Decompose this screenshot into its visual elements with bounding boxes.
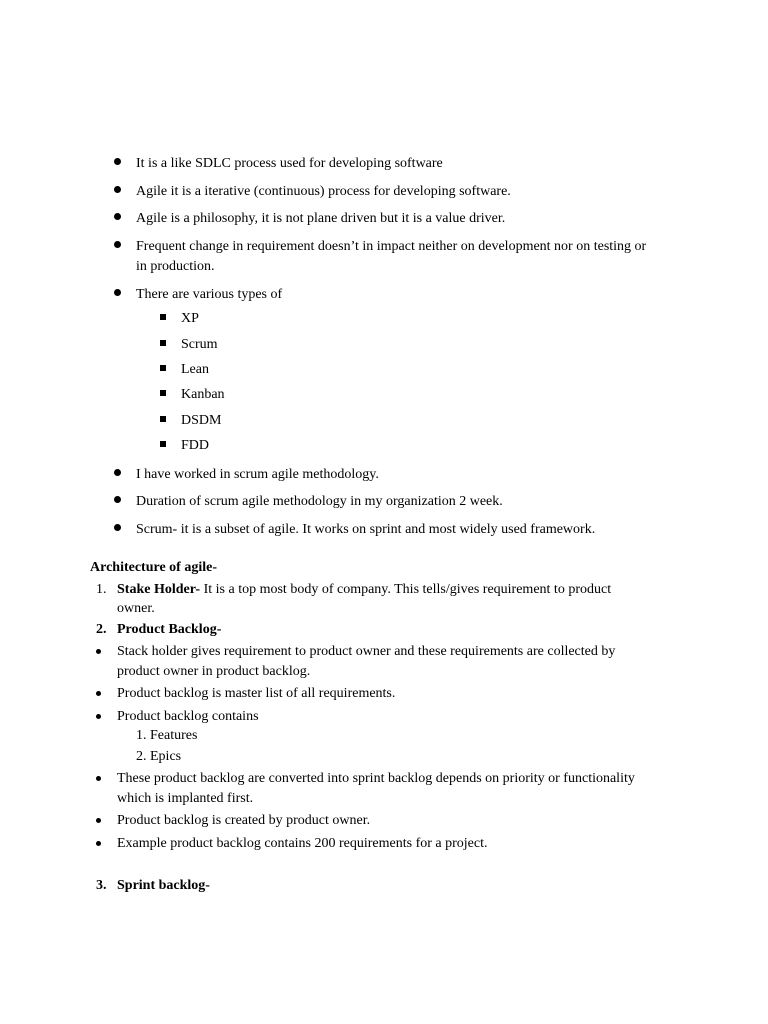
bullet-text: Agile is a philosophy, it is not plane driven but it is a value driver. xyxy=(136,211,506,226)
bullet-text: Product backlog contains xyxy=(117,709,259,724)
bullet-text: Product backlog is master list of all requirements. xyxy=(117,686,396,701)
square-bullet-icon xyxy=(160,365,166,371)
bullet-icon xyxy=(114,496,121,503)
sprint-backlog-title: Sprint backlog- xyxy=(117,878,210,893)
bullet-icon xyxy=(114,469,121,476)
type-item: Kanban xyxy=(181,387,225,402)
bullet-text: Scrum- it is a subset of agile. It works on sprint and most widely used framework. xyxy=(136,522,596,537)
type-item: Lean xyxy=(181,362,209,377)
bullet-text: Example product backlog contains 200 requirements for a project. xyxy=(117,836,488,851)
bullet-icon xyxy=(114,524,121,531)
bullet-icon xyxy=(96,691,101,696)
bullet-icon xyxy=(114,241,121,248)
square-bullet-icon xyxy=(160,340,166,346)
stake-holder-title: Stake Holder- xyxy=(117,582,201,597)
type-item: FDD xyxy=(181,438,210,453)
stake-holder-text-continued: owner. xyxy=(117,601,155,616)
bullet-text-continued: product owner in product backlog. xyxy=(117,664,311,679)
bullet-text: Product backlog is created by product owner. xyxy=(117,813,371,828)
bullet-icon xyxy=(96,714,101,719)
list-number: 2. xyxy=(96,622,107,637)
bullet-icon xyxy=(96,841,101,846)
contains-item: 2. Epics xyxy=(136,749,182,764)
stake-holder-item xyxy=(117,580,611,600)
bullet-text: Agile it is a iterative (continuous) process for developing software. xyxy=(136,184,511,199)
square-bullet-icon xyxy=(160,441,166,447)
bullet-icon xyxy=(114,158,121,165)
square-bullet-icon xyxy=(160,390,166,396)
bullet-text: Frequent change in requirement doesn’t in impact neither on development nor on testing or xyxy=(136,239,647,254)
bullet-text-continued: in production. xyxy=(136,259,215,274)
bullet-text: I have worked in scrum agile methodology. xyxy=(136,467,379,482)
bullet-icon xyxy=(114,186,121,193)
bullet-text: These product backlog are converted into sprint backlog depends on priority or functionality xyxy=(117,771,635,786)
bullet-icon xyxy=(114,289,121,296)
square-bullet-icon xyxy=(160,314,166,320)
list-number: 3. xyxy=(96,878,107,893)
bullet-icon xyxy=(114,213,121,220)
bullet-icon xyxy=(96,649,101,654)
bullet-text-continued: which is implanted first. xyxy=(117,791,254,806)
type-item: Scrum xyxy=(181,337,218,352)
bullet-text: There are various types of xyxy=(136,287,283,302)
bullet-icon xyxy=(96,818,101,823)
stake-holder-text: It is a top most body of company. This tells/gives requirement to product xyxy=(200,582,612,597)
type-item: DSDM xyxy=(181,413,222,428)
product-backlog-title: Product Backlog- xyxy=(117,622,222,637)
square-bullet-icon xyxy=(160,416,166,422)
contains-item: 1. Features xyxy=(136,728,198,743)
bullet-text: Duration of scrum agile methodology in my organization 2 week. xyxy=(136,494,503,509)
type-item: XP xyxy=(181,311,199,326)
bullet-icon xyxy=(96,776,101,781)
bullet-text: It is a like SDLC process used for developing software xyxy=(136,156,443,171)
section-heading: Architecture of agile- xyxy=(90,560,217,575)
bullet-text: Stack holder gives requirement to product owner and these requirements are collected by xyxy=(117,644,616,659)
list-number: 1. xyxy=(96,582,107,597)
